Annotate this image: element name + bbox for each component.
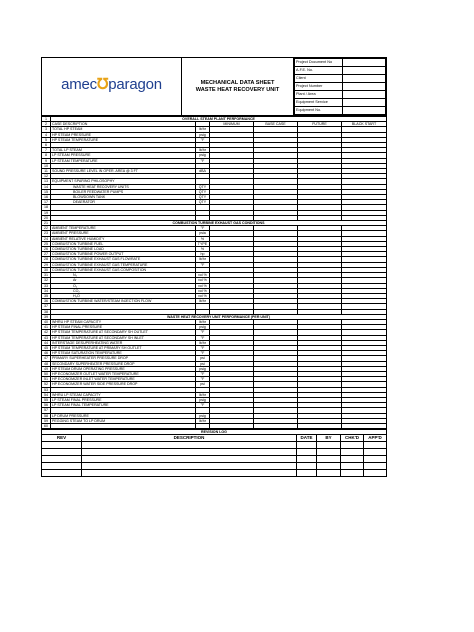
revision-cell-date[interactable] [297,470,317,477]
cell-future[interactable] [298,423,342,428]
info-value [343,107,386,115]
row-unit: psi [196,356,210,361]
row-label: DEAERATOR [51,200,196,205]
row-label: HP ECONOMIZER WATER SIDE PRESSURE DROP [51,382,196,387]
row-number: 12 [42,174,51,179]
logo-amec: amec [61,75,97,93]
row-unit: °F [196,335,210,340]
row-number: 33 [42,283,51,288]
row-label: PEGGING STEAM TO LP DRUM [51,418,196,423]
row-number: 11 [42,169,51,174]
row-number: 38 [42,309,51,314]
column-base-case: BASE CASE [254,122,298,127]
revision-cell-description[interactable] [82,456,297,463]
data-sheet [41,57,386,477]
revision-cell-description[interactable] [82,449,297,456]
revision-cell-by[interactable] [317,456,341,463]
row-unit: lb/hr [196,127,210,132]
row-number: 3 [42,127,51,132]
revision-cell-chkd[interactable] [341,456,364,463]
row-label: HP STEAM FINAL PRESSURE [51,325,196,330]
rev-column: REV [42,435,82,442]
row-number: 29 [42,262,51,267]
column-case-description: CASE DESCRIPTION [51,122,196,127]
date-column: DATE [297,435,317,442]
row-unit: lb/hr [196,392,210,397]
row-number: 31 [42,273,51,278]
row-unit: psi [196,382,210,387]
row-unit: °F [196,226,210,231]
row-unit: QTY [196,189,210,194]
section-title-whru: WASTE HEAT RECOVERY UNIT PERFORMANCE (PER UNIT) [51,314,387,319]
row-number: 46 [42,351,51,356]
row-label: AMBIENT RELATIVE HUMIDITY [51,236,196,241]
revision-cell-appd[interactable] [364,470,387,477]
row-unit: psig [196,132,210,137]
row-number: 13 [42,179,51,184]
row-label: O₂ [51,283,196,288]
row-number: 6 [42,143,51,148]
info-value [343,59,386,67]
row-label: PRIMARY SUPERHEATER PRESSURE DROP [51,356,196,361]
row-unit: °F [196,377,210,382]
revision-cell-rev[interactable] [42,456,82,463]
row-label: HP STEAM TEMPERATURE AT SECONDARY SH OUTLET [51,330,196,335]
info-table [294,58,386,115]
row-label: LP STEAM PRESSURE [51,153,196,158]
logo-swoosh-icon: ℧ [96,75,109,93]
row-label: COMBUSTION TURBINE EXHAUST GAS COMPOSITION [51,267,196,272]
row-label: N₂ [51,273,196,278]
row-unit: lb/hr [196,148,210,153]
header-table [41,57,387,116]
revision-header-row [42,435,387,442]
row-number: 26 [42,247,51,252]
row-unit: QTY [196,195,210,200]
info-label: Client [295,75,343,83]
row-label: LP STEAM FINAL PRESSURE [51,397,196,402]
row-label: Ar [51,278,196,283]
row-number: 20 [42,215,51,220]
revision-cell-appd[interactable] [364,442,387,449]
row-label: LP STEAM TEMPERATURE [51,158,196,163]
row-number: 49 [42,366,51,371]
row-number: 40 [42,319,51,324]
row-number: 18 [42,205,51,210]
info-label: Equipment No. [295,107,343,115]
row-label: HP STEAM TEMPERATURE AT PRIMARY SH OUTLET [51,345,196,350]
row-label: HP ECONOMIZER OUTLET WATER TEMPERATURE [51,371,196,376]
column-minimum: MINIMUM [210,122,254,127]
row-number: 16 [42,195,51,200]
info-block [294,58,387,116]
row-label: BOILER FEEDWATER PUMPS [51,189,196,194]
row-label: HP STEAM PRESSURE [51,132,196,137]
section-title-overall: OVERALL STEAM PLANT PERFORMANCE [51,117,387,122]
row-number: 42 [42,330,51,335]
row-label: AMBIENT TEMPERATURE [51,226,196,231]
revision-cell-chkd[interactable] [341,442,364,449]
revision-cell-rev[interactable] [42,442,82,449]
row-number: 57 [42,408,51,413]
revision-cell-date[interactable] [297,442,317,449]
revision-cell-description[interactable] [82,463,297,470]
row-label: EQUIPMENT SPARING PHILOSOPHY [51,179,196,184]
row-number: 17 [42,200,51,205]
row-number: 36 [42,299,51,304]
revision-row [42,449,387,456]
row-unit: dBA [196,169,210,174]
row-unit: % [196,247,210,252]
row-number: 9 [42,158,51,163]
row-unit: °F [196,351,210,356]
row-label: HP ECONOMIZER INLET WATER TEMPERATURE [51,377,196,382]
row-unit: °F [196,371,210,376]
row-unit: °F [196,345,210,350]
row-unit: vol % [196,293,210,298]
row-unit: lb/hr [196,257,210,262]
row-number: 50 [42,371,51,376]
revision-cell-by[interactable] [317,470,341,477]
row-unit: psig [196,413,210,418]
revision-row [42,470,387,477]
row-number: 32 [42,278,51,283]
row-unit: psia [196,231,210,236]
row-unit: lb/hr [196,319,210,324]
row-number: 21 [42,221,51,226]
revision-cell-chkd[interactable] [341,470,364,477]
row-label: TOTAL LP STEAM [51,148,196,153]
row-label: COMBUSTION TURBINE EXHAUST GAS TEMPERATURE [51,262,196,267]
row-number: 58 [42,413,51,418]
chkd-column: CHK'D [341,435,364,442]
row-label: AMBIENT PRESSURE [51,231,196,236]
row-unit: °F [196,262,210,267]
info-value [343,67,386,75]
revision-cell-rev[interactable] [42,470,82,477]
row-number: 23 [42,231,51,236]
row-label: SOUND PRESSURE LEVEL IN OPER. AREA @ 3 FT [51,169,196,174]
column-black-start: BLACK START [342,122,387,127]
row-number: 4 [42,132,51,137]
row-number: 44 [42,340,51,345]
info-label: Plant / Area [295,91,343,99]
row-number: 27 [42,252,51,257]
row-unit: vol % [196,273,210,278]
performance-table [41,116,387,429]
logo-paragon: paragon [108,75,162,93]
row-unit: psi [196,361,210,366]
row-number: 22 [42,226,51,231]
revision-cell-appd[interactable] [364,463,387,470]
row-number: 52 [42,382,51,387]
row-number: 7 [42,148,51,153]
row-unit: % [196,236,210,241]
row-unit: vol % [196,288,210,293]
row-number: 43 [42,335,51,340]
row-number: 45 [42,345,51,350]
row-number: 25 [42,241,51,246]
cell-black-start[interactable] [342,423,387,428]
row-number: 60 [42,423,51,428]
row-label: SECONDARY SUPERHEATER PRESSURE DROP [51,361,196,366]
row-number: 5 [42,137,51,142]
revision-cell-date[interactable] [297,456,317,463]
row-unit: vol % [196,283,210,288]
cell-base-case[interactable] [254,423,298,428]
row-number: 10 [42,163,51,168]
row-label [51,423,196,428]
row-number: 8 [42,153,51,158]
row-label: HP STEAM TEMPERATURE AT SECONDARY SH INLET [51,335,196,340]
company-logo [42,58,182,116]
info-value [343,99,386,107]
row-number: 24 [42,236,51,241]
row-label: HP STEAM TEMPERATURE [51,137,196,142]
row-label: LP STEAM FINAL TEMPERATURE [51,403,196,408]
row-unit: vol % [196,278,210,283]
row-unit: °F [196,403,210,408]
row-label: LP DRUM PRESSURE [51,413,196,418]
row-label: COMBUSTION TURBINE FUEL [51,241,196,246]
row-number: 37 [42,304,51,309]
row-label: WHRU HP STEAM CAPACITY [51,319,196,324]
revision-log-table [41,429,387,477]
row-unit: psig [196,397,210,402]
row-unit: lb/hr [196,418,210,423]
row-label: COMBUSTION TURBINE EXHAUST GAS FLOWRATE [51,257,196,262]
revision-cell-description[interactable] [82,442,297,449]
by-column: BY [317,435,341,442]
row-number: 39 [42,314,51,319]
row-unit: lb/hr [196,299,210,304]
row-number: 34 [42,288,51,293]
row-number: 56 [42,403,51,408]
row-number: 35 [42,293,51,298]
row-label: CO₂ [51,288,196,293]
row-number: 51 [42,377,51,382]
row-unit: psig [196,325,210,330]
revision-cell-appd[interactable] [364,449,387,456]
revision-cell-date[interactable] [297,449,317,456]
revision-cell-by[interactable] [317,449,341,456]
row-label: BLOWDOWN TANK [51,195,196,200]
revision-cell-by[interactable] [317,442,341,449]
sheet-title [182,58,294,116]
revision-row [42,463,387,470]
row-number: 30 [42,267,51,272]
row-number: 48 [42,361,51,366]
row-unit: lb/hr [196,340,210,345]
info-label: Project Number [295,83,343,91]
row-number: 59 [42,418,51,423]
row-label: WHRU LP STEAM CAPACITY [51,392,196,397]
title-line-1: MECHANICAL DATA SHEET [200,79,275,86]
info-label: Project Document No [295,59,343,67]
revision-cell-date[interactable] [297,463,317,470]
row-unit: TYPE [196,241,210,246]
row-number: 2 [42,122,51,127]
row-label: H₂O [51,293,196,298]
revision-cell-appd[interactable] [364,456,387,463]
row-number: 1 [42,117,51,122]
section-title-exhaust: COMBUSTION TURBINE EXHAUST GAS CONDITIONS [51,221,387,226]
row-label: INTERSTAGE DESUPERHEATING WATER [51,340,196,345]
row-label: COMBUSTION TURBINE WATER/STEAM INJECTION FLOW [51,299,196,304]
row-label: COMBUSTION TURBINE LOAD [51,247,196,252]
row-label: WASTE HEAT RECOVERY UNITS [51,184,196,189]
row-number: 47 [42,356,51,361]
info-label: A.F.E. No. [295,67,343,75]
info-value [343,83,386,91]
info-value [343,75,386,83]
revision-cell-chkd[interactable] [341,463,364,470]
revision-row [42,442,387,449]
row-label: HP STEAM SATURATION TEMPERATURE [51,351,196,356]
cell-minimum[interactable] [210,423,254,428]
row-label: TOTAL HP STEAM [51,127,196,132]
row-number: 28 [42,257,51,262]
title-line-2: WASTE HEAT RECOVERY UNIT [195,86,280,93]
row-label: HP STEAM DRUM OPERATING PRESSURE [51,366,196,371]
row-number: 53 [42,387,51,392]
appd-column: APP'D [364,435,387,442]
info-value [343,91,386,99]
row-label: COMBUSTION TURBINE POWER OUTPUT [51,252,196,257]
row-number: 15 [42,189,51,194]
table-row [42,423,387,428]
revision-cell-by[interactable] [317,463,341,470]
revision-cell-rev[interactable] [42,463,82,470]
row-number: 41 [42,325,51,330]
row-unit [196,423,210,428]
row-unit: QTY [196,200,210,205]
row-unit: psig [196,153,210,158]
row-number: 19 [42,210,51,215]
row-unit: °F [196,158,210,163]
revision-cell-chkd[interactable] [341,449,364,456]
row-number: 55 [42,397,51,402]
section-title-revision: REVISION LOG [42,430,387,435]
row-unit: °F [196,137,210,142]
row-unit: °F [196,330,210,335]
revision-cell-description[interactable] [82,470,297,477]
column-future: FUTURE [298,122,342,127]
row-number: 54 [42,392,51,397]
row-unit: psig [196,366,210,371]
row-number: 14 [42,184,51,189]
revision-cell-rev[interactable] [42,449,82,456]
row-unit: QTY [196,184,210,189]
row-unit: hp [196,252,210,257]
info-label: Equipment Service [295,99,343,107]
revision-row [42,456,387,463]
description-column: DESCRIPTION [82,435,297,442]
